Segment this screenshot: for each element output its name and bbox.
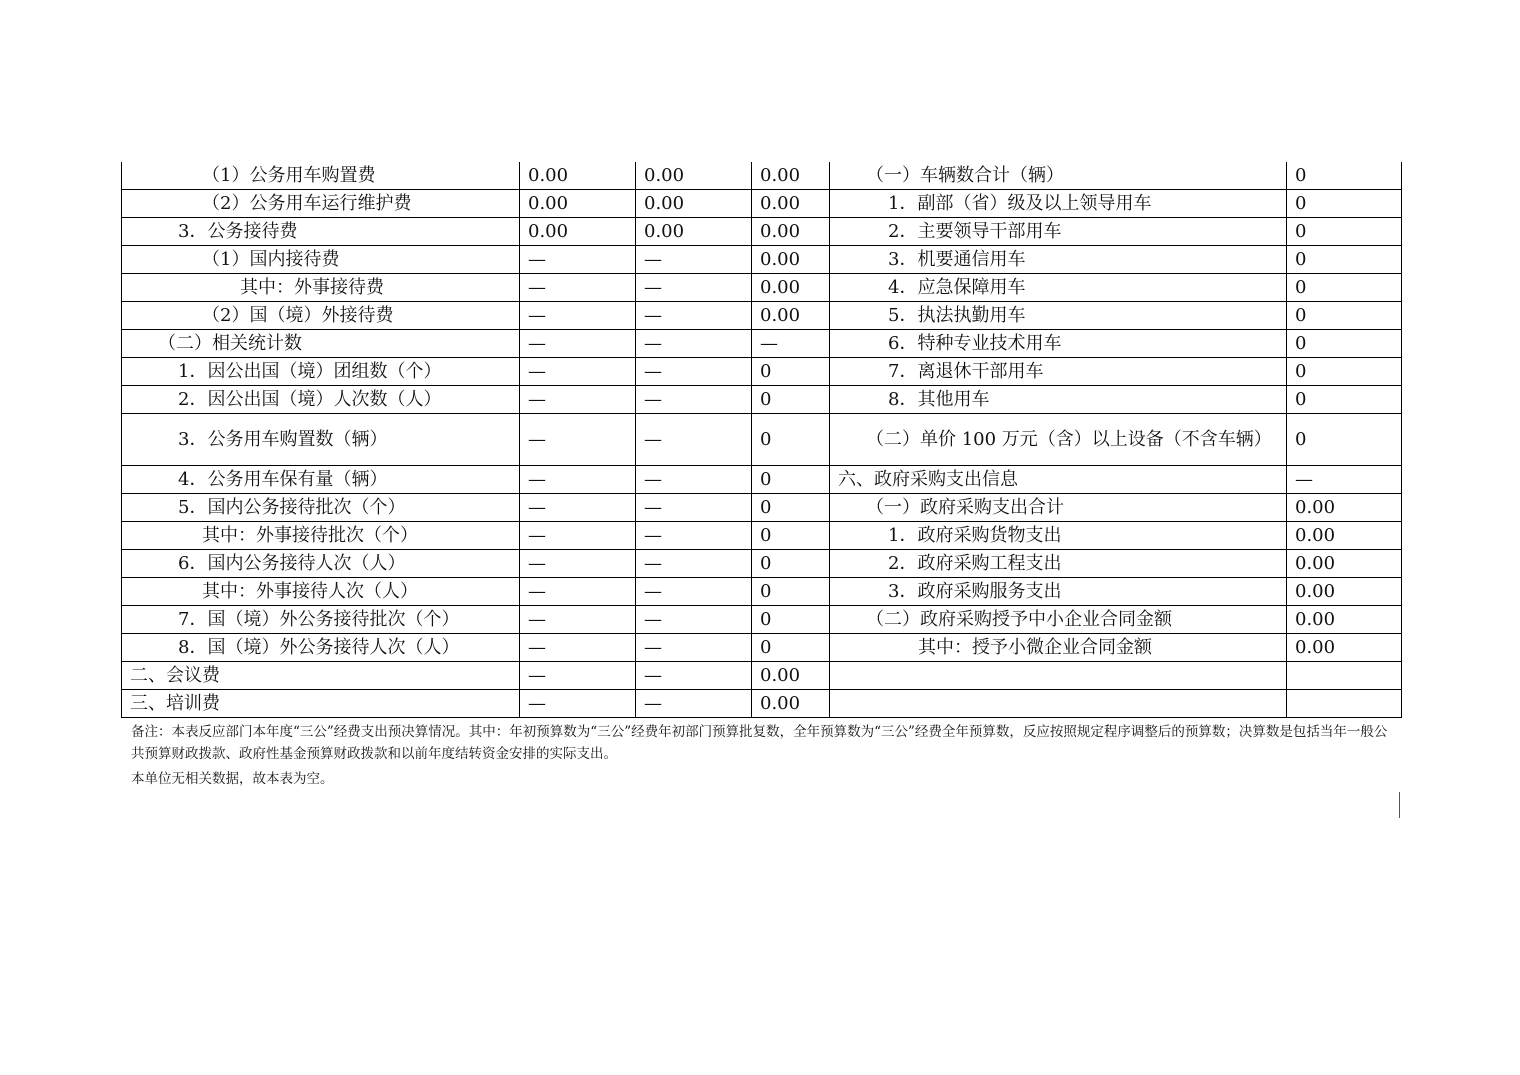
final-account-cell: — <box>752 330 830 358</box>
right-label-cell: 5．执法执勤用车 <box>830 302 1287 330</box>
remark-note: 备注：本表反应部门本年度“三公”经费支出预决算情况。其中：年初预算数为“三公”经费年初部门预算批复数，全年预算数为“三公”经费全年预算数，反应按照规定程序调整后的预算数；决算数是包括当年一般公共预算财政拨款、政府性基金预算财政拨款和以前年度结转资金安排的实际支出。 <box>131 724 1388 762</box>
full-year-budget-cell: 0.00 <box>636 190 752 218</box>
right-value-cell: 0 <box>1287 330 1402 358</box>
row-label-cell: （1）国内接待费 <box>122 246 520 274</box>
initial-budget-cell: — <box>520 386 636 414</box>
expense-table-body <box>122 162 1402 718</box>
full-year-budget-cell: — <box>636 414 752 466</box>
full-year-budget-cell: — <box>636 466 752 494</box>
initial-budget-cell: — <box>520 634 636 662</box>
full-year-budget-cell: — <box>636 662 752 690</box>
full-year-budget-cell: — <box>636 302 752 330</box>
right-value-cell: 0.00 <box>1287 494 1402 522</box>
full-year-budget-cell: — <box>636 634 752 662</box>
right-value-cell: 0.00 <box>1287 578 1402 606</box>
right-value-cell: 0 <box>1287 162 1402 190</box>
right-label-cell: （一）车辆数合计（辆） <box>830 162 1287 190</box>
initial-budget-cell: 0.00 <box>520 218 636 246</box>
final-account-cell: 0 <box>752 578 830 606</box>
right-label-cell <box>830 690 1287 718</box>
final-account-cell: 0 <box>752 522 830 550</box>
right-label-cell: 3．政府采购服务支出 <box>830 578 1287 606</box>
final-account-cell: 0.00 <box>752 690 830 718</box>
row-label-cell: 3．公务接待费 <box>122 218 520 246</box>
right-label-cell: 1．政府采购货物支出 <box>830 522 1287 550</box>
initial-budget-cell: — <box>520 246 636 274</box>
table-row <box>122 522 1402 550</box>
right-label-cell: 2．主要领导干部用车 <box>830 218 1287 246</box>
page-edge-mark <box>1399 792 1400 818</box>
table-row <box>122 246 1402 274</box>
final-account-cell: 0 <box>752 494 830 522</box>
table-row <box>122 634 1402 662</box>
initial-budget-cell: — <box>520 466 636 494</box>
table-row <box>122 662 1402 690</box>
table-row <box>122 414 1402 466</box>
right-label-cell: 六、政府采购支出信息 <box>830 466 1287 494</box>
full-year-budget-cell: — <box>636 606 752 634</box>
final-account-cell: 0.00 <box>752 190 830 218</box>
right-value-cell: 0 <box>1287 302 1402 330</box>
initial-budget-cell: — <box>520 494 636 522</box>
initial-budget-cell: — <box>520 550 636 578</box>
right-label-cell: （一）政府采购支出合计 <box>830 494 1287 522</box>
row-label-cell: 3．公务用车购置数（辆） <box>122 414 520 466</box>
initial-budget-cell: — <box>520 414 636 466</box>
row-label-cell: 4．公务用车保有量（辆） <box>122 466 520 494</box>
right-label-cell: 3．机要通信用车 <box>830 246 1287 274</box>
final-account-cell: 0 <box>752 386 830 414</box>
full-year-budget-cell: — <box>636 246 752 274</box>
full-year-budget-cell: — <box>636 578 752 606</box>
right-label-cell: （二）单价 100 万元（含）以上设备（不含车辆） <box>830 414 1287 466</box>
table-row <box>122 162 1402 190</box>
table-row <box>122 466 1402 494</box>
right-value-cell <box>1287 662 1402 690</box>
initial-budget-cell: — <box>520 330 636 358</box>
table-row <box>122 358 1402 386</box>
right-value-cell: 0 <box>1287 358 1402 386</box>
final-account-cell: 0 <box>752 414 830 466</box>
row-label-cell: 7．国（境）外公务接待批次（个） <box>122 606 520 634</box>
right-label-cell: 6．特种专业技术用车 <box>830 330 1287 358</box>
final-account-cell: 0 <box>752 606 830 634</box>
row-label-cell: （2）国（境）外接待费 <box>122 302 520 330</box>
table-row <box>122 494 1402 522</box>
initial-budget-cell: — <box>520 690 636 718</box>
table-row <box>122 190 1402 218</box>
final-account-cell: 0 <box>752 466 830 494</box>
empty-data-note: 本单位无相关数据，故本表为空。 <box>131 771 334 787</box>
final-account-cell: 0.00 <box>752 302 830 330</box>
row-label-cell: 8．国（境）外公务接待人次（人） <box>122 634 520 662</box>
full-year-budget-cell: — <box>636 690 752 718</box>
right-value-cell: 0 <box>1287 246 1402 274</box>
table-row <box>122 606 1402 634</box>
right-label-cell: 8．其他用车 <box>830 386 1287 414</box>
initial-budget-cell: — <box>520 662 636 690</box>
initial-budget-cell: — <box>520 358 636 386</box>
initial-budget-cell: 0.00 <box>520 190 636 218</box>
table-row <box>122 386 1402 414</box>
full-year-budget-cell: 0.00 <box>636 162 752 190</box>
table-row <box>122 690 1402 718</box>
table-row <box>122 550 1402 578</box>
right-value-cell: 0.00 <box>1287 606 1402 634</box>
row-label-cell: （1）公务用车购置费 <box>122 162 520 190</box>
initial-budget-cell: — <box>520 302 636 330</box>
row-label-cell: 二、会议费 <box>122 662 520 690</box>
row-label-cell: 5．国内公务接待批次（个） <box>122 494 520 522</box>
table-row <box>122 274 1402 302</box>
full-year-budget-cell: — <box>636 386 752 414</box>
full-year-budget-cell: — <box>636 494 752 522</box>
row-label-cell: （2）公务用车运行维护费 <box>122 190 520 218</box>
final-account-cell: 0.00 <box>752 246 830 274</box>
initial-budget-cell: — <box>520 578 636 606</box>
initial-budget-cell: — <box>520 274 636 302</box>
right-label-cell: 其中：授予小微企业合同金额 <box>830 634 1287 662</box>
full-year-budget-cell: — <box>636 550 752 578</box>
right-value-cell <box>1287 690 1402 718</box>
right-label-cell <box>830 662 1287 690</box>
final-account-cell: 0 <box>752 634 830 662</box>
initial-budget-cell: — <box>520 606 636 634</box>
full-year-budget-cell: — <box>636 522 752 550</box>
row-label-cell: （二）相关统计数 <box>122 330 520 358</box>
right-value-cell: 0.00 <box>1287 634 1402 662</box>
row-label-cell: 6．国内公务接待人次（人） <box>122 550 520 578</box>
table-row <box>122 330 1402 358</box>
expense-table <box>121 162 1402 718</box>
initial-budget-cell: — <box>520 522 636 550</box>
table-row <box>122 578 1402 606</box>
final-account-cell: 0.00 <box>752 218 830 246</box>
right-value-cell: — <box>1287 466 1402 494</box>
final-account-cell: 0 <box>752 358 830 386</box>
right-value-cell: 0.00 <box>1287 522 1402 550</box>
row-label-cell: 2．因公出国（境）人次数（人） <box>122 386 520 414</box>
full-year-budget-cell: — <box>636 358 752 386</box>
row-label-cell: 其中：外事接待人次（人） <box>122 578 520 606</box>
final-account-cell: 0.00 <box>752 274 830 302</box>
right-value-cell: 0 <box>1287 414 1402 466</box>
right-label-cell: 1．副部（省）级及以上领导用车 <box>830 190 1287 218</box>
row-label-cell: 其中：外事接待批次（个） <box>122 522 520 550</box>
table-row <box>122 218 1402 246</box>
right-label-cell: 2．政府采购工程支出 <box>830 550 1287 578</box>
row-label-cell: 1．因公出国（境）团组数（个） <box>122 358 520 386</box>
right-value-cell: 0 <box>1287 386 1402 414</box>
row-label-cell: 三、培训费 <box>122 690 520 718</box>
full-year-budget-cell: — <box>636 274 752 302</box>
table-row <box>122 302 1402 330</box>
right-label-cell: （二）政府采购授予中小企业合同金额 <box>830 606 1287 634</box>
final-account-cell: 0.00 <box>752 662 830 690</box>
right-label-cell: 7．离退休干部用车 <box>830 358 1287 386</box>
initial-budget-cell: 0.00 <box>520 162 636 190</box>
right-value-cell: 0.00 <box>1287 550 1402 578</box>
right-value-cell: 0 <box>1287 274 1402 302</box>
final-account-cell: 0.00 <box>752 162 830 190</box>
full-year-budget-cell: — <box>636 330 752 358</box>
right-label-cell: 4．应急保障用车 <box>830 274 1287 302</box>
right-value-cell: 0 <box>1287 218 1402 246</box>
full-year-budget-cell: 0.00 <box>636 218 752 246</box>
final-account-cell: 0 <box>752 550 830 578</box>
right-value-cell: 0 <box>1287 190 1402 218</box>
row-label-cell: 其中：外事接待费 <box>122 274 520 302</box>
